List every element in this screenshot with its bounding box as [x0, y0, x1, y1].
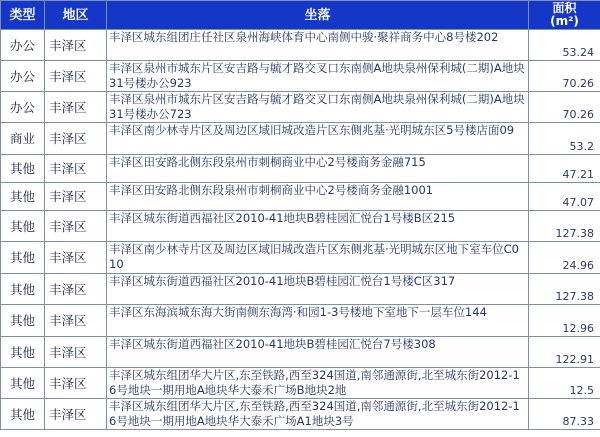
- row-location-cell: 丰泽区城东街道西福社区2010-41地块B碧桂园汇悦台7号楼308: [107, 337, 529, 368]
- row-area-cell: 87.33: [529, 399, 600, 430]
- row-location-cell: 丰泽区城东街道西福社区2010-41地块B碧桂园汇悦台1号楼C区317: [107, 274, 529, 305]
- row-district-cell: 丰泽区: [45, 399, 107, 430]
- row-district-cell: 丰泽区: [45, 61, 107, 92]
- header-type: 类型: [1, 1, 45, 30]
- row-area-cell: 53.2: [529, 123, 600, 155]
- row-type-cell: 其他: [1, 368, 45, 399]
- row-area-cell: 70.26: [529, 61, 600, 92]
- table-row: [1, 399, 600, 430]
- row-type-cell: 其他: [1, 242, 45, 274]
- row-type-cell: 其他: [1, 399, 45, 430]
- row-location-cell: 丰泽区城东街道西福社区2010-41地块B碧桂园汇悦台1号楼B区215: [107, 211, 529, 242]
- row-district-cell: 丰泽区: [45, 92, 107, 123]
- table-row: [1, 337, 600, 368]
- header-area: [529, 1, 600, 30]
- header-district: 地区: [45, 1, 107, 30]
- row-area-cell: 47.21: [529, 155, 600, 183]
- row-district-cell: 丰泽区: [45, 211, 107, 242]
- header-location: 坐落: [107, 1, 529, 30]
- row-area-cell: 47.07: [529, 183, 600, 211]
- table-body: [1, 30, 600, 430]
- row-area-cell: 127.38: [529, 274, 600, 305]
- row-type-cell: 其他: [1, 274, 45, 305]
- row-type-cell: 商业: [1, 123, 45, 155]
- table-row: [1, 30, 600, 61]
- row-area-cell: 53.24: [529, 30, 600, 61]
- row-area-cell: 12.5: [529, 368, 600, 399]
- table-row: [1, 211, 600, 242]
- row-type-cell: 其他: [1, 305, 45, 337]
- row-location-cell: 丰泽区城东组团庄任社区泉州海峡体育中心南侧中骏·聚祥商务中心8号楼202: [107, 30, 529, 61]
- row-district-cell: 丰泽区: [45, 123, 107, 155]
- row-location-cell: 丰泽区城东组团华大片区,东至铁路,西至324国道,南邻通源街,北至城东街2012-16号地块一期用地A地块华大泰禾广场B地块2地: [107, 368, 529, 399]
- row-area-cell: 122.91: [529, 337, 600, 368]
- row-district-cell: 丰泽区: [45, 305, 107, 337]
- table-row: [1, 242, 600, 274]
- row-type-cell: 其他: [1, 337, 45, 368]
- row-district-cell: 丰泽区: [45, 183, 107, 211]
- row-district-cell: 丰泽区: [45, 242, 107, 274]
- header-area-unit: (m²): [550, 14, 579, 28]
- row-area-cell: 12.96: [529, 305, 600, 337]
- table-row: [1, 61, 600, 92]
- row-area-cell: 24.96: [529, 242, 600, 274]
- row-area-cell: 70.26: [529, 92, 600, 123]
- row-location-cell: 丰泽区泉州市城东片区安吉路与毓才路交叉口东南侧A地块泉州保利城(二期)A地块31号楼办公923: [107, 61, 529, 92]
- row-location-cell: 丰泽区田安路北侧东段泉州市刺桐商业中心2号楼商务金融715: [107, 155, 529, 183]
- table-row: [1, 305, 600, 337]
- row-district-cell: 丰泽区: [45, 274, 107, 305]
- row-location-cell: 丰泽区泉州市城东片区安吉路与毓才路交叉口东南侧A地块泉州保利城(二期)A地块31号楼办公723: [107, 92, 529, 123]
- row-type-cell: 其他: [1, 183, 45, 211]
- row-district-cell: 丰泽区: [45, 30, 107, 61]
- header-area-label: 面积: [552, 1, 577, 15]
- row-location-cell: 丰泽区田安路北侧东段泉州市刺桐商业中心2号楼商务金融1001: [107, 183, 529, 211]
- table-row: [1, 183, 600, 211]
- table-row: [1, 274, 600, 305]
- row-type-cell: 其他: [1, 155, 45, 183]
- row-district-cell: 丰泽区: [45, 368, 107, 399]
- table-row: [1, 92, 600, 123]
- row-location-cell: 丰泽区城东组团华大片区,东至铁路,西至324国道,南邻通源街,北至城东街2012-16号地块一期用地A地块华大泰禾广场A1地块3号: [107, 399, 529, 430]
- row-type-cell: 其他: [1, 211, 45, 242]
- row-location-cell: 丰泽区南少林寺片区及周边区域旧城改造片区东侧兆基·光明城东区5号楼店面09: [107, 123, 529, 155]
- header-row: [1, 1, 600, 30]
- row-type-cell: 办公: [1, 30, 45, 61]
- table-row: [1, 123, 600, 155]
- row-district-cell: 丰泽区: [45, 155, 107, 183]
- table-row: [1, 155, 600, 183]
- row-type-cell: 办公: [1, 61, 45, 92]
- row-area-cell: 127.38: [529, 211, 600, 242]
- row-location-cell: 丰泽区南少林寺片区及周边区域旧城改造片区东侧兆基·光明城东区地下室车位C010: [107, 242, 529, 274]
- row-location-cell: 丰泽区东海滨城东海大街南侧东海湾·和园1-3号楼地下室地下一层车位144: [107, 305, 529, 337]
- table-row: [1, 368, 600, 399]
- row-type-cell: 办公: [1, 92, 45, 123]
- row-district-cell: 丰泽区: [45, 337, 107, 368]
